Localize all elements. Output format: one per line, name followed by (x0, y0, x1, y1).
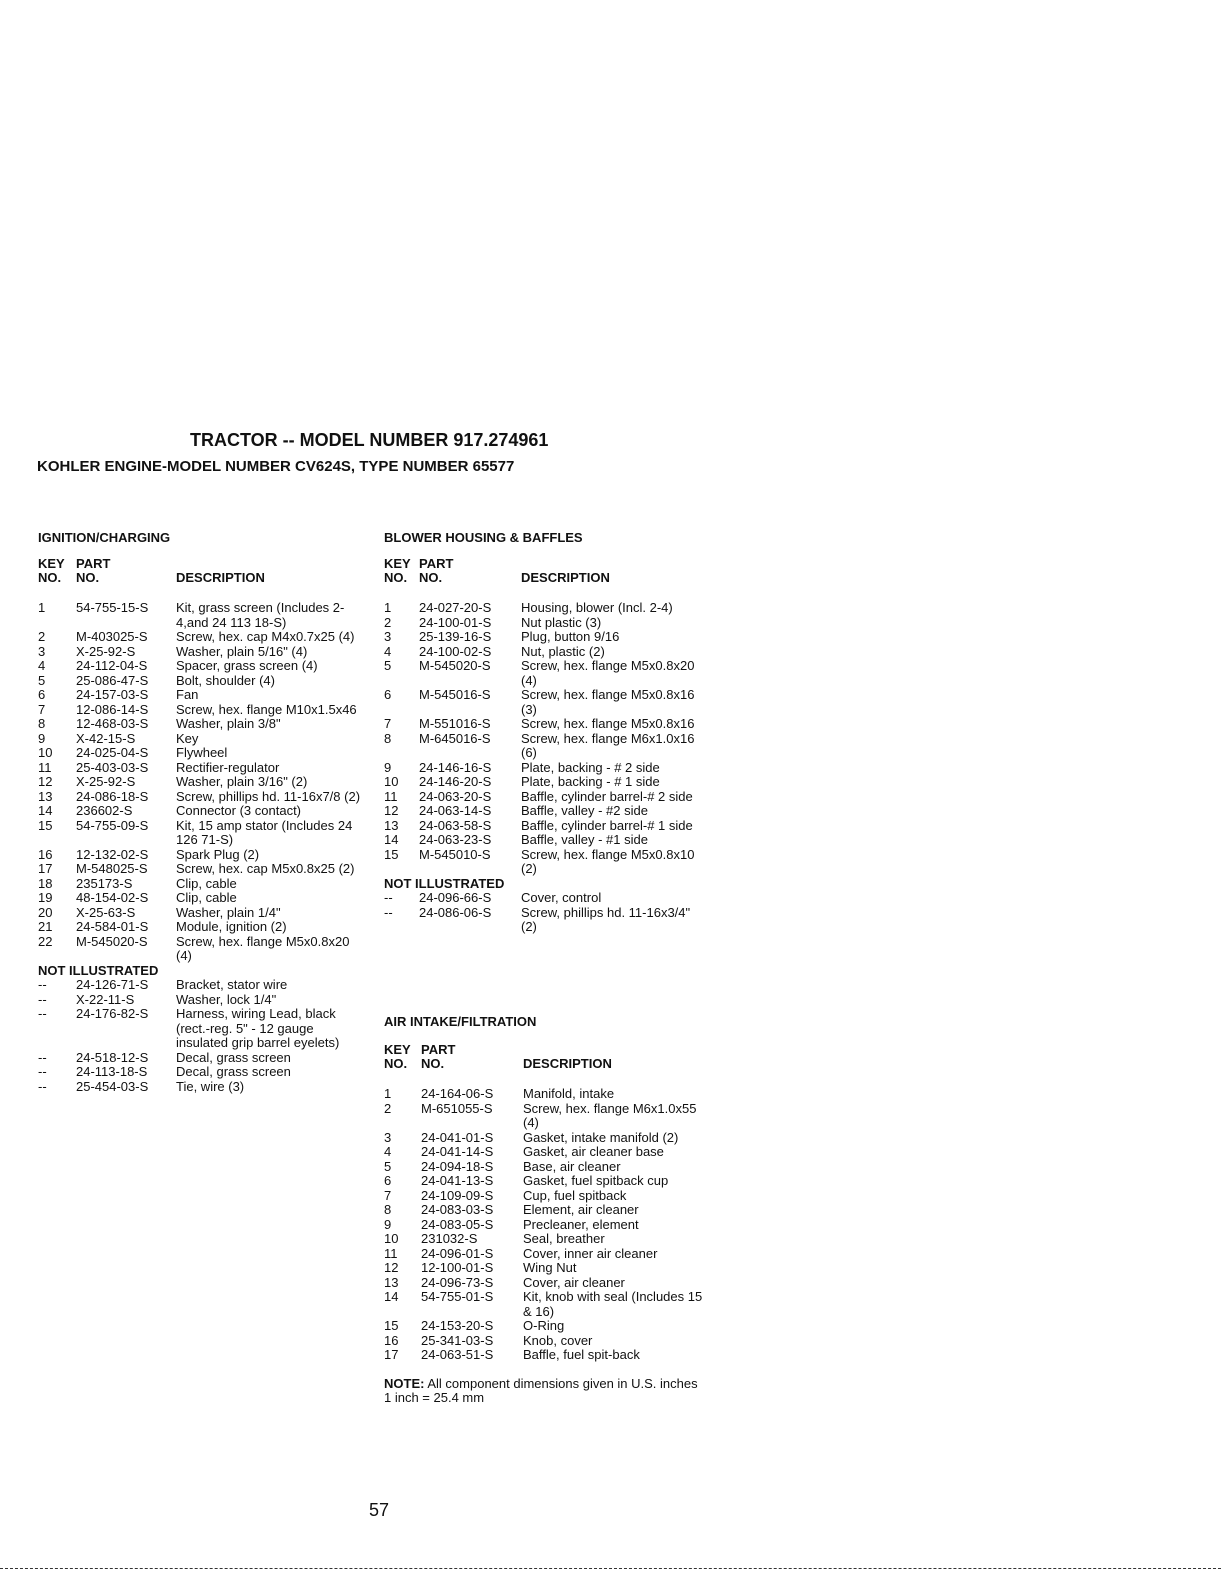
part-description: Gasket, intake manifold (2) (523, 1129, 679, 1145)
part-no: 24-041-14-S (421, 1144, 494, 1159)
key-no: 8 (384, 730, 392, 746)
key-no: 6 (38, 687, 46, 702)
key-no: 12 (384, 1260, 399, 1275)
part-description: Screw, hex. flange M6x1.0x55 (4) (523, 1100, 697, 1130)
part-row (384, 601, 704, 616)
key-no: 15 (384, 846, 399, 862)
part-no: 54-755-09-S (76, 817, 149, 833)
part-row (38, 978, 368, 993)
key-no: 9 (384, 1216, 392, 1232)
key-no: 12 (384, 803, 399, 818)
part-row (384, 1334, 704, 1349)
part-row (384, 833, 704, 848)
part-row (38, 688, 368, 703)
key-no: 11 (38, 759, 52, 775)
key-no: 9 (38, 730, 46, 746)
part-description: Nut plastic (3) (521, 614, 602, 630)
key-no: -- (38, 1049, 47, 1065)
part-no: 24-041-01-S (421, 1129, 494, 1145)
not-illustrated-heading: NOT ILLUSTRATED (38, 962, 159, 978)
section-blower (384, 530, 704, 935)
section-air (384, 1014, 704, 1406)
part-no: M-548025-S (76, 861, 148, 876)
part-description: Washer, plain 5/16" (4) (176, 643, 308, 659)
part-no: 24-146-16-S (419, 759, 492, 775)
part-no: 24-063-14-S (419, 803, 492, 818)
key-no: 7 (384, 1187, 392, 1203)
part-no: 24-109-09-S (421, 1187, 494, 1203)
part-no: 24-063-58-S (419, 817, 492, 833)
part-row (384, 1232, 704, 1247)
part-no: 24-041-13-S (421, 1173, 494, 1188)
part-no: 54-755-15-S (76, 600, 149, 615)
key-no: 3 (38, 643, 46, 659)
part-description: Housing, blower (Incl. 2-4) (521, 600, 673, 615)
part-no: 24-096-73-S (421, 1274, 494, 1290)
key-no: 3 (384, 1129, 392, 1145)
part-row (38, 775, 368, 790)
key-no: -- (38, 1078, 47, 1094)
part-description: Washer, plain 3/16" (2) (176, 774, 308, 789)
part-no: M-545020-S (76, 933, 148, 949)
key-no: 10 (384, 774, 399, 789)
part-no: 24-518-12-S (76, 1049, 149, 1065)
part-no: 24-096-01-S (421, 1245, 494, 1261)
part-row (384, 688, 704, 717)
key-no: 19 (38, 890, 53, 905)
part-description: Cup, fuel spitback (523, 1187, 627, 1203)
part-description: Screw, hex. flange M5x0.8x16 (3) (521, 687, 695, 717)
part-description: Plate, backing - # 2 side (521, 759, 660, 775)
not-illustrated-list (38, 978, 368, 1094)
part-no: 24-063-23-S (419, 832, 492, 847)
key-no: 7 (384, 716, 392, 731)
key-no: -- (38, 991, 47, 1007)
key-no: 7 (38, 701, 46, 717)
parts-list (38, 601, 368, 964)
part-description: Plug, button 9/16 (521, 629, 620, 644)
part-description: Screw, hex. flange M6x1.0x16 (6) (521, 730, 695, 760)
part-no: M-551016-S (419, 716, 491, 731)
part-description: Rectifier-regulator (176, 759, 280, 775)
part-description: O-Ring (523, 1318, 565, 1333)
part-no: X-25-92-S (76, 774, 136, 789)
part-description: Precleaner, element (523, 1216, 639, 1232)
page-number: 57 (369, 1500, 390, 1520)
part-no: 25-341-03-S (421, 1332, 494, 1348)
part-no: 48-154-02-S (76, 890, 149, 905)
part-row (38, 790, 368, 805)
part-description: Module, ignition (2) (176, 919, 287, 934)
part-description: Screw, hex. flange M10x1.5x46 (176, 701, 357, 717)
key-no: 11 (384, 1245, 398, 1261)
part-description: Washer, lock 1/4" (176, 991, 277, 1007)
note-text: All component dimensions given in U.S. inches 1 inch = 25.4 mm (384, 1375, 698, 1405)
part-no: 24-096-66-S (419, 890, 492, 905)
part-description: Connector (3 contact) (176, 803, 302, 818)
part-description: Cover, inner air cleaner (523, 1245, 658, 1261)
part-no: 12-468-03-S (76, 716, 149, 731)
part-no: 24-063-51-S (421, 1347, 494, 1362)
key-no: -- (384, 890, 393, 905)
key-no: -- (38, 1064, 47, 1079)
part-description: Cover, air cleaner (523, 1274, 625, 1290)
part-description: Bolt, shoulder (4) (176, 672, 275, 688)
part-row (384, 659, 704, 688)
key-no: 1 (384, 1086, 392, 1101)
part-row (384, 717, 704, 732)
key-no: 6 (384, 687, 392, 702)
part-description: Seal, breather (523, 1231, 605, 1246)
key-no: 1 (38, 600, 46, 615)
part-description: Plate, backing - # 1 side (521, 774, 660, 789)
part-no: 24-094-18-S (421, 1158, 494, 1174)
key-no: 14 (384, 832, 399, 847)
part-no: 24-025-04-S (76, 745, 149, 760)
key-no: 20 (38, 904, 53, 920)
section-title: BLOWER HOUSING & BAFFLES (384, 530, 583, 545)
part-description: Wing Nut (523, 1260, 577, 1275)
part-description: Knob, cover (523, 1332, 593, 1348)
part-description: Kit, grass screen (Includes 2-4,and 24 113 18-S) (176, 600, 345, 630)
part-description: Baffle, cylinder barrel-# 2 side (521, 788, 693, 804)
part-no: 24-086-18-S (76, 788, 149, 804)
part-description: Key (176, 730, 199, 746)
page-title: TRACTOR -- MODEL NUMBER 917.274961 (190, 430, 549, 450)
part-description: Kit, 15 amp stator (Includes 24 126 71-S) (176, 817, 353, 847)
part-row (384, 891, 704, 906)
key-no: 22 (38, 933, 53, 949)
part-description: Spacer, grass screen (4) (176, 658, 318, 673)
part-row (38, 630, 368, 645)
part-description: Fan (176, 687, 199, 702)
part-row (384, 1218, 704, 1233)
key-no: 6 (384, 1173, 392, 1188)
part-no: 24-083-05-S (421, 1216, 494, 1232)
part-no: 24-584-01-S (76, 919, 149, 934)
part-no: X-42-15-S (76, 730, 136, 746)
part-row (384, 906, 704, 935)
key-no: 21 (38, 919, 53, 934)
not-illustrated-list (384, 891, 704, 935)
key-no: 3 (384, 629, 392, 644)
part-row (384, 819, 704, 834)
part-no: 25-403-03-S (76, 759, 149, 775)
part-row (38, 1007, 368, 1051)
key-no: 5 (384, 658, 392, 673)
part-no: 235173-S (76, 875, 133, 891)
part-row (38, 935, 368, 964)
part-description: Flywheel (176, 745, 228, 760)
part-row (38, 703, 368, 718)
key-no: 10 (38, 745, 53, 760)
key-no: -- (38, 977, 47, 992)
part-description: Cover, control (521, 890, 602, 905)
part-description: Gasket, fuel spitback cup (523, 1173, 669, 1188)
part-row (38, 717, 368, 732)
part-no: 236602-S (76, 803, 133, 818)
key-no: 13 (384, 1274, 399, 1290)
part-no: 12-100-01-S (421, 1260, 494, 1275)
key-no: 2 (384, 1100, 392, 1116)
part-no: 25-454-03-S (76, 1078, 149, 1094)
key-no: 12 (38, 774, 53, 789)
part-row (384, 1348, 704, 1363)
bottom-rule (0, 1568, 1221, 1569)
key-no: 16 (384, 1332, 399, 1348)
key-no: 15 (38, 817, 53, 833)
part-row (38, 804, 368, 819)
part-description: Screw, hex. flange M5x0.8x20 (4) (176, 933, 350, 963)
part-no: 25-086-47-S (76, 672, 149, 688)
part-row (384, 761, 704, 776)
part-no: 24-100-01-S (419, 614, 492, 630)
part-row (38, 1051, 368, 1066)
part-description: Decal, grass screen (176, 1049, 291, 1065)
key-no: 8 (38, 716, 46, 731)
part-row (384, 775, 704, 790)
part-row (38, 906, 368, 921)
part-description: Nut, plastic (2) (521, 643, 605, 659)
key-no: 13 (38, 788, 53, 804)
key-no: 17 (384, 1347, 399, 1362)
part-no: 12-086-14-S (76, 701, 149, 717)
key-no: 4 (384, 643, 392, 659)
key-no: 4 (384, 1144, 392, 1159)
part-row (38, 1080, 368, 1095)
part-no: 24-083-03-S (421, 1202, 494, 1217)
part-row (384, 1203, 704, 1218)
key-no: 4 (38, 658, 46, 673)
key-no: 9 (384, 759, 392, 775)
part-no: 24-112-04-S (76, 658, 148, 673)
key-no: -- (384, 904, 393, 920)
key-no: 18 (38, 875, 53, 891)
part-no: 24-100-02-S (419, 643, 492, 659)
part-description: Tie, wire (3) (176, 1078, 245, 1094)
column-header: KEY PART NO. NO. DESCRIPTION (384, 1042, 612, 1071)
key-no: 11 (384, 788, 398, 804)
part-description: Baffle, fuel spit-back (523, 1347, 640, 1362)
key-no: 16 (38, 846, 53, 862)
key-no: 1 (384, 600, 392, 615)
part-no: 54-755-01-S (421, 1289, 494, 1304)
part-no: M-403025-S (76, 629, 148, 644)
column-header: KEY PART NO. NO. DESCRIPTION (384, 556, 610, 585)
part-description: Spark Plug (2) (176, 846, 260, 862)
part-no: 24-153-20-S (421, 1318, 494, 1333)
part-no: 25-139-16-S (419, 629, 492, 644)
part-description: Screw, hex. cap M4x0.7x25 (4) (176, 629, 355, 644)
key-no: 2 (384, 614, 392, 630)
part-description: Screw, phillips hd. 11-16x3/4" (2) (521, 904, 691, 934)
part-row (384, 1319, 704, 1334)
part-description: Baffle, cylinder barrel-# 1 side (521, 817, 693, 833)
part-row (384, 630, 704, 645)
part-row (384, 790, 704, 805)
part-row (384, 804, 704, 819)
key-no: 10 (384, 1231, 399, 1246)
part-description: Bracket, stator wire (176, 977, 288, 992)
part-description: Base, air cleaner (523, 1158, 621, 1174)
part-row (384, 1174, 704, 1189)
part-row (384, 1290, 704, 1319)
part-row (384, 1102, 704, 1131)
part-description: Gasket, air cleaner base (523, 1144, 664, 1159)
key-no: 5 (38, 672, 46, 688)
part-row (38, 891, 368, 906)
column-header: KEY PART NO. NO. DESCRIPTION (38, 556, 265, 585)
part-no: M-545016-S (419, 687, 491, 702)
key-no: 14 (38, 803, 53, 818)
key-no: 5 (384, 1158, 392, 1174)
part-no: 231032-S (421, 1231, 478, 1246)
part-row (38, 746, 368, 761)
part-description: Clip, cable (176, 875, 237, 891)
part-no: 24-113-18-S (76, 1064, 148, 1079)
part-row (38, 659, 368, 674)
part-row (38, 761, 368, 776)
key-no: 2 (38, 629, 46, 644)
note (384, 1377, 704, 1406)
part-no: M-651055-S (421, 1100, 493, 1116)
part-description: Screw, hex. flange M5x0.8x20 (4) (521, 658, 695, 688)
part-no: 12-132-02-S (76, 846, 149, 862)
part-description: Washer, plain 3/8" (176, 716, 281, 731)
part-no: 24-063-20-S (419, 788, 492, 804)
parts-list (384, 1087, 704, 1363)
not-illustrated-heading: NOT ILLUSTRATED (384, 875, 505, 891)
part-no: M-645016-S (419, 730, 491, 746)
part-row (38, 993, 368, 1008)
part-row (384, 1276, 704, 1291)
part-row (384, 1261, 704, 1276)
key-no: 15 (384, 1318, 399, 1333)
part-row (38, 848, 368, 863)
part-description: Element, air cleaner (523, 1202, 639, 1217)
part-row (38, 819, 368, 848)
part-row (384, 1160, 704, 1175)
part-no: X-25-63-S (76, 904, 136, 920)
part-row (384, 616, 704, 631)
part-no: X-22-11-S (76, 991, 135, 1007)
part-row (384, 848, 704, 877)
part-row (384, 1189, 704, 1204)
part-row (38, 877, 368, 892)
key-no: 13 (384, 817, 399, 833)
part-description: Manifold, intake (523, 1086, 615, 1101)
part-no: 24-027-20-S (419, 600, 492, 615)
part-row (38, 920, 368, 935)
part-description: Washer, plain 1/4" (176, 904, 281, 920)
part-row (38, 862, 368, 877)
section-ignition (38, 530, 368, 1094)
key-no: 8 (384, 1202, 392, 1217)
page-subtitle: KOHLER ENGINE-MODEL NUMBER CV624S, TYPE NUMBER 65577 (37, 458, 515, 475)
key-no: 14 (384, 1289, 399, 1304)
key-no: 17 (38, 861, 53, 876)
part-description: Harness, wiring Lead, black (rect.-reg. 5" - 12 gauge insulated grip barrel eyelets) (176, 1006, 340, 1050)
part-description: Baffle, valley - #2 side (521, 803, 648, 818)
part-row (384, 645, 704, 660)
part-description: Clip, cable (176, 890, 237, 905)
part-no: M-545020-S (419, 658, 491, 673)
part-row (384, 1145, 704, 1160)
part-no: 24-164-06-S (421, 1086, 494, 1101)
part-no: 24-146-20-S (419, 774, 492, 789)
part-row (384, 1131, 704, 1146)
part-description: Baffle, valley - #1 side (521, 832, 648, 847)
part-description: Screw, hex. flange M5x0.8x10 (2) (521, 846, 695, 876)
part-row (38, 645, 368, 660)
part-row (38, 1065, 368, 1080)
part-no: X-25-92-S (76, 643, 136, 659)
section-title: AIR INTAKE/FILTRATION (384, 1014, 537, 1029)
note-label: NOTE: (384, 1375, 425, 1391)
section-title: IGNITION/CHARGING (38, 530, 171, 545)
part-row (38, 674, 368, 689)
part-no: 24-126-71-S (76, 977, 149, 992)
part-row (384, 732, 704, 761)
part-no: 24-176-82-S (76, 1006, 149, 1021)
parts-list (384, 601, 704, 877)
part-row (38, 732, 368, 747)
part-description: Screw, hex. cap M5x0.8x25 (2) (176, 861, 355, 876)
part-row (384, 1087, 704, 1102)
part-description: Screw, phillips hd. 11-16x7/8 (2) (176, 788, 361, 804)
part-description: Decal, grass screen (176, 1064, 291, 1079)
part-no: M-545010-S (419, 846, 491, 862)
part-description: Kit, knob with seal (Includes 15 & 16) (523, 1289, 703, 1319)
key-no: -- (38, 1006, 47, 1021)
part-no: 24-157-03-S (76, 687, 149, 702)
part-no: 24-086-06-S (419, 904, 492, 920)
part-row (38, 601, 368, 630)
part-row (384, 1247, 704, 1262)
part-description: Screw, hex. flange M5x0.8x16 (521, 716, 695, 731)
